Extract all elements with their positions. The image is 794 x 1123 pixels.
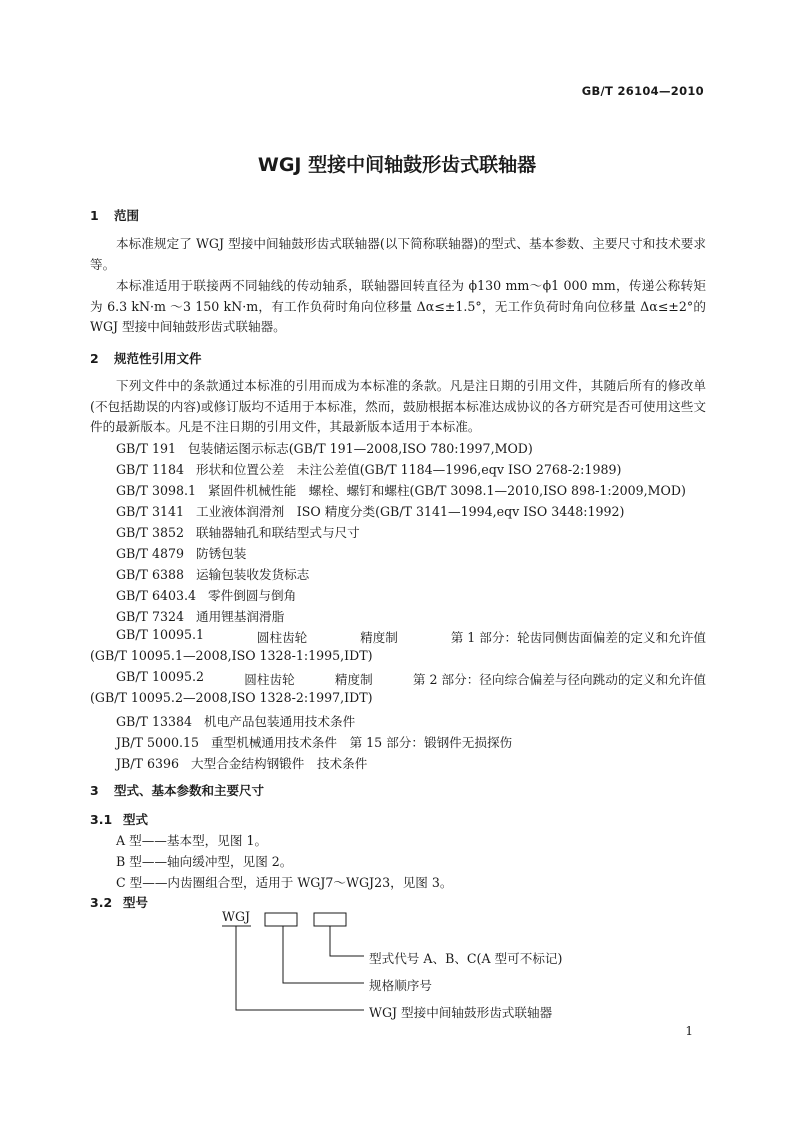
ref-title-part: 第 1 部分：轮齿同侧齿面偏差的定义和允许值: [450, 630, 706, 645]
ref-code: GB/T 3852: [116, 525, 185, 540]
ref-code: JB/T 5000.15: [116, 735, 200, 750]
type-code-label: 型式代号 A、B、C(A 型可不标记): [369, 951, 563, 966]
ref-code: GB/T 7324: [116, 609, 185, 624]
model-prefix: WGJ: [222, 909, 251, 924]
ref-title-part: 精度制: [360, 630, 398, 645]
ref-title: 大型合金结构钢锻件 技术条件: [191, 756, 368, 771]
ref-continuation: (GB/T 10095.1—2008,ISO 1328-1:1995,IDT): [90, 648, 373, 663]
section-title: 型式、基本参数和主要尺寸: [114, 783, 265, 798]
ref-title: 运输包装收发货标志: [196, 567, 310, 582]
section-title: 范围: [114, 208, 140, 223]
ref-title-part: 圆柱齿轮: [256, 630, 308, 645]
ref-title: 工业液体润滑剂 ISO 精度分类(GB/T 3141—1994,eqv ISO 3448:1992): [196, 504, 625, 519]
subsection-number: 3.2: [90, 895, 113, 910]
section-number: 3: [90, 783, 99, 798]
section-number: 1: [90, 208, 99, 223]
spec-number-label: 规格顺序号: [369, 978, 432, 993]
ref-code: GB/T 3141: [116, 504, 185, 519]
ref-title: 联轴器轴孔和联结型式与尺寸: [196, 525, 360, 540]
ref-title: 通用锂基润滑脂: [196, 609, 285, 624]
type-box: [314, 913, 346, 926]
ref-title: 形状和位置公差 未注公差值(GB/T 1184—1996,eqv ISO 2768-2:1989): [196, 462, 622, 477]
ref-continuation: (GB/T 10095.2—2008,ISO 1328-2:1997,IDT): [90, 690, 373, 705]
ref-title: 包装储运图示标志(GB/T 191—2008,ISO 780:1997,MOD): [188, 441, 533, 456]
type-item: C 型——内齿圈组合型，适用于 WGJ7～WGJ23，见图 3。: [116, 875, 453, 890]
ref-code: GB/T 10095.1: [116, 627, 205, 642]
ref-title: 防锈包装: [196, 546, 247, 561]
paragraph: 本标准适用于联接两不同轴线的传动轴系，联轴器回转直径为 ϕ130 mm～ϕ1 000 mm，传递公称转矩为 6.3 kN·m ～3 150 kN·m，有工作负荷时角向位移量 Δα≤±1.5°，无工作负荷时角向位移量 Δα≤±2°的 WGJ 型接中间轴鼓形齿式联轴器。: [90, 278, 706, 334]
section-title: 规范性引用文件: [114, 351, 202, 366]
page-number: 1: [685, 1024, 693, 1038]
ref-code: GB/T 6403.4: [116, 588, 197, 603]
ref-title: 紧固件机械性能 螺栓、螺钉和螺柱(GB/T 3098.1—2010,ISO 898-1:2009,MOD): [208, 483, 686, 498]
ref-code: GB/T 3098.1: [116, 483, 197, 498]
type-leader-line: [330, 926, 364, 956]
spec-box: [265, 913, 297, 926]
prefix-leader-line: [236, 926, 364, 1010]
paragraph: 下列文件中的条款通过本标准的引用而成为本标准的条款。凡是注日期的引用文件，其随后所有的修改单(不包括勘误的内容)或修订版均不适用于本标准，然而，鼓励根据本标准达成协议的各方研究是否可使用这些文件的最新版本。凡是不注日期的引用文件，其最新版本适用于本标准。: [90, 378, 706, 434]
ref-code: GB/T 191: [116, 441, 176, 456]
ref-title-part: 圆柱齿轮: [244, 672, 295, 687]
document-title: WGJ 型接中间轴鼓形齿式联轴器: [257, 154, 537, 176]
subsection-number: 3.1: [90, 812, 113, 827]
paragraph: 本标准规定了 WGJ 型接中间轴鼓形齿式联轴器(以下简称联轴器)的型式、基本参数、主要尺寸和技术要求等。: [90, 236, 706, 272]
ref-code: GB/T 4879: [116, 546, 185, 561]
ref-title: 机电产品包装通用技术条件: [204, 714, 356, 729]
ref-code: GB/T 13384: [116, 714, 193, 729]
ref-title: 重型机械通用技术条件 第 15 部分：锻钢件无损探伤: [211, 735, 513, 750]
ref-code: GB/T 10095.2: [116, 669, 205, 684]
coupling-name-label: WGJ 型接中间轴鼓形齿式联轴器: [369, 1005, 553, 1020]
type-item: A 型——基本型，见图 1。: [116, 833, 268, 848]
ref-code: JB/T 6396: [116, 756, 179, 771]
ref-title: 零件倒圆与倒角: [208, 588, 297, 603]
spec-leader-line: [283, 926, 364, 983]
ref-title-part: 第 2 部分：径向综合偏差与径向跳动的定义和允许值: [412, 672, 706, 687]
section-number: 2: [90, 351, 99, 366]
ref-code: GB/T 1184: [116, 462, 185, 477]
ref-title-part: 精度制: [334, 672, 373, 687]
subsection-title: 型式: [123, 812, 149, 827]
type-item: B 型——轴向缓冲型，见图 2。: [116, 854, 293, 869]
standard-code: GB/T 26104—2010: [581, 84, 704, 98]
ref-code: GB/T 6388: [116, 567, 185, 582]
subsection-title: 型号: [123, 895, 149, 910]
